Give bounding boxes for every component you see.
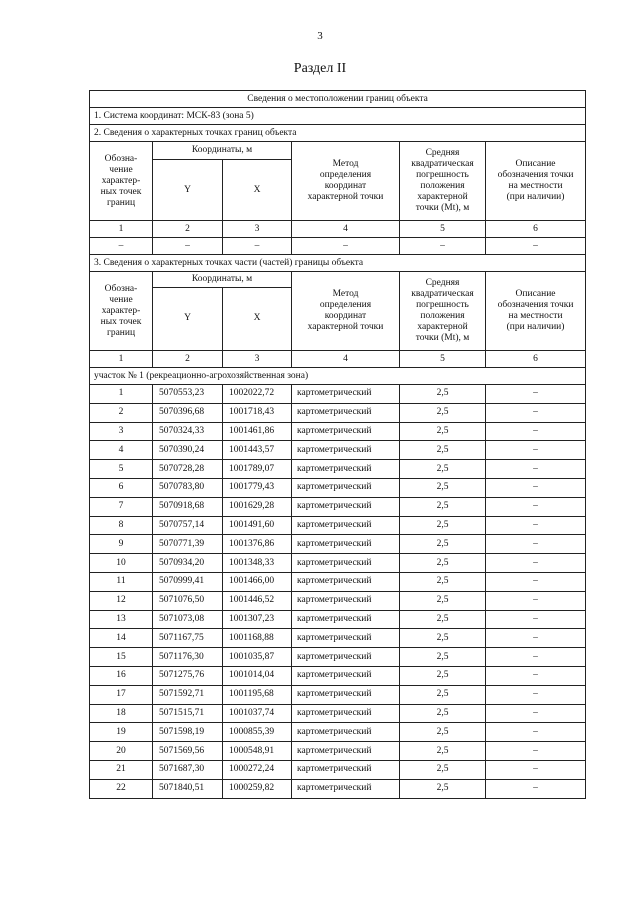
coord-y: 5070999,41 [153,572,223,591]
description: – [486,422,586,441]
coord-x: 1001376,86 [223,535,292,554]
description: – [486,629,586,648]
coord-x: 1000548,91 [223,742,292,761]
colnum-1: 1 [90,221,153,238]
description: – [486,648,586,667]
method: картометрический [292,666,400,685]
coord-x: 1001168,88 [223,629,292,648]
page-number: 3 [317,30,323,42]
header-point-col: Обозна- чение характер- ных точек границ [90,272,153,351]
method: картометрический [292,704,400,723]
empty-cell: – [400,238,486,255]
point-number: 19 [90,723,153,742]
coord-system: 1. Система координат: МСК-83 (зона 5) [90,108,586,125]
table-row [90,704,586,723]
method: картометрический [292,441,400,460]
header-y-col: Y [153,287,223,350]
method: картометрический [292,460,400,479]
table-row [90,723,586,742]
method: картометрический [292,648,400,667]
coord-x: 1001035,87 [223,648,292,667]
description: – [486,385,586,404]
colnum-4: 4 [292,221,400,238]
colnum-3: 3 [223,221,292,238]
coord-y: 5071598,19 [153,723,223,742]
method: картометрический [292,685,400,704]
boundary-table [89,90,586,799]
table-row [90,760,586,779]
point-number: 8 [90,516,153,535]
method: картометрический [292,760,400,779]
section3-title: 3. Сведения о характерных точках части (частей) границы объекта [90,255,586,272]
table-row [90,742,586,761]
accuracy: 2,5 [400,704,486,723]
point-number: 20 [90,742,153,761]
coord-y: 5070934,20 [153,554,223,573]
coord-x: 1001491,60 [223,516,292,535]
table-title: Сведения о местоположении границ объекта [90,91,586,108]
description: – [486,685,586,704]
point-number: 21 [90,760,153,779]
header-x-col: X [223,287,292,350]
header-x-col: X [223,160,292,221]
description: – [486,666,586,685]
colnum-4: 4 [292,351,400,368]
description: – [486,779,586,798]
point-number: 14 [90,629,153,648]
accuracy: 2,5 [400,478,486,497]
coord-y: 5071073,08 [153,610,223,629]
coord-y: 5071275,76 [153,666,223,685]
method: картометрический [292,572,400,591]
coord-y: 5070553,23 [153,385,223,404]
header-description-col: Описание обозначения точки на местности (при наличии) [486,272,586,351]
point-number: 7 [90,497,153,516]
empty-cell: – [486,238,586,255]
coord-x: 1001348,33 [223,554,292,573]
coord-x: 1001466,00 [223,572,292,591]
header-coords-col: Координаты, м [153,272,292,288]
accuracy: 2,5 [400,742,486,761]
description: – [486,554,586,573]
colnum-3: 3 [223,351,292,368]
accuracy: 2,5 [400,422,486,441]
accuracy: 2,5 [400,516,486,535]
table-row [90,685,586,704]
accuracy: 2,5 [400,403,486,422]
coord-x: 1001195,68 [223,685,292,704]
point-number: 6 [90,478,153,497]
coord-y: 5070728,28 [153,460,223,479]
description: – [486,478,586,497]
method: картометрический [292,610,400,629]
table-row [90,422,586,441]
colnum-6: 6 [486,221,586,238]
accuracy: 2,5 [400,441,486,460]
point-number: 16 [90,666,153,685]
coord-x: 1001307,23 [223,610,292,629]
point-number: 11 [90,572,153,591]
coord-y: 5071687,30 [153,760,223,779]
description: – [486,403,586,422]
coord-y: 5071592,71 [153,685,223,704]
coord-x: 1001443,57 [223,441,292,460]
table-row [90,441,586,460]
description: – [486,723,586,742]
colnum-1: 1 [90,351,153,368]
table-row [90,535,586,554]
coord-y: 5070918,68 [153,497,223,516]
section2-title: 2. Сведения о характерных точках границ объекта [90,125,586,142]
coord-y: 5070396,68 [153,403,223,422]
coord-y: 5070771,39 [153,535,223,554]
description: – [486,535,586,554]
colnum-6: 6 [486,351,586,368]
accuracy: 2,5 [400,497,486,516]
table-row [90,554,586,573]
table-row [90,591,586,610]
header-y-col: Y [153,160,223,221]
method: картометрический [292,535,400,554]
description: – [486,760,586,779]
method: картометрический [292,723,400,742]
description: – [486,742,586,761]
description: – [486,704,586,723]
header-coords-col: Координаты, м [153,142,292,160]
coord-x: 1000259,82 [223,779,292,798]
table-row [90,610,586,629]
point-number: 13 [90,610,153,629]
table-row [90,460,586,479]
accuracy: 2,5 [400,554,486,573]
description: – [486,610,586,629]
coord-x: 1001718,43 [223,403,292,422]
coord-x: 1001446,52 [223,591,292,610]
method: картометрический [292,497,400,516]
table-row [90,779,586,798]
header-method-col: Метод определения координат характерной точки [292,142,400,221]
description: – [486,591,586,610]
accuracy: 2,5 [400,666,486,685]
table-row [90,478,586,497]
accuracy: 2,5 [400,779,486,798]
point-number: 3 [90,422,153,441]
description: – [486,572,586,591]
coord-x: 1002022,72 [223,385,292,404]
table-row [90,516,586,535]
coord-x: 1001461,86 [223,422,292,441]
table-row [90,572,586,591]
accuracy: 2,5 [400,460,486,479]
coord-y: 5070390,24 [153,441,223,460]
accuracy: 2,5 [400,591,486,610]
accuracy: 2,5 [400,535,486,554]
empty-row [90,238,586,255]
point-number: 18 [90,704,153,723]
point-number: 10 [90,554,153,573]
accuracy: 2,5 [400,760,486,779]
method: картометрический [292,422,400,441]
coord-x: 1001037,74 [223,704,292,723]
coord-x: 1001629,28 [223,497,292,516]
accuracy: 2,5 [400,572,486,591]
point-number: 9 [90,535,153,554]
coord-x: 1001014,04 [223,666,292,685]
coord-y: 5071076,50 [153,591,223,610]
empty-cell: – [223,238,292,255]
accuracy: 2,5 [400,610,486,629]
accuracy: 2,5 [400,723,486,742]
accuracy: 2,5 [400,385,486,404]
point-number: 4 [90,441,153,460]
method: картометрический [292,403,400,422]
method: картометрический [292,385,400,404]
description: – [486,516,586,535]
method: картометрический [292,554,400,573]
method: картометрический [292,516,400,535]
point-number: 15 [90,648,153,667]
coord-y: 5071840,51 [153,779,223,798]
method: картометрический [292,478,400,497]
point-number: 2 [90,403,153,422]
method: картометрический [292,629,400,648]
coord-x: 1001779,43 [223,478,292,497]
table-row [90,629,586,648]
table-row [90,403,586,422]
header-method-col: Метод определения координат характерной точки [292,272,400,351]
coord-y: 5071167,75 [153,629,223,648]
method: картометрический [292,742,400,761]
method: картометрический [292,591,400,610]
accuracy: 2,5 [400,629,486,648]
description: – [486,497,586,516]
coord-y: 5070324,33 [153,422,223,441]
plot-title: участок № 1 (рекреационно-агрохозяйственная зона) [90,368,586,385]
colnum-2: 2 [153,221,223,238]
section-title: Раздел II [293,61,347,76]
point-number: 17 [90,685,153,704]
coord-y: 5071569,56 [153,742,223,761]
description: – [486,441,586,460]
point-number: 12 [90,591,153,610]
table-row [90,385,586,404]
colnum-5: 5 [400,351,486,368]
coord-y: 5070783,80 [153,478,223,497]
header-accuracy-col: Средняя квадратическая погрешность положения характерной точки (Mt), м [400,142,486,221]
coord-x: 1000855,39 [223,723,292,742]
table-row [90,497,586,516]
point-number: 5 [90,460,153,479]
coord-y: 5071515,71 [153,704,223,723]
accuracy: 2,5 [400,685,486,704]
empty-cell: – [292,238,400,255]
point-number: 1 [90,385,153,404]
coord-x: 1000272,24 [223,760,292,779]
table-row [90,648,586,667]
header-accuracy-col: Средняя квадратическая погрешность положения характерной точки (Mt), м [400,272,486,351]
method: картометрический [292,779,400,798]
empty-cell: – [153,238,223,255]
header-point-col: Обозна- чение характер- ных точек границ [90,142,153,221]
accuracy: 2,5 [400,648,486,667]
header-description-col: Описание обозначения точки на местности (при наличии) [486,142,586,221]
colnum-5: 5 [400,221,486,238]
table-row [90,666,586,685]
colnum-2: 2 [153,351,223,368]
point-number: 22 [90,779,153,798]
description: – [486,460,586,479]
coord-y: 5070757,14 [153,516,223,535]
coord-y: 5071176,30 [153,648,223,667]
empty-cell: – [90,238,153,255]
coord-x: 1001789,07 [223,460,292,479]
